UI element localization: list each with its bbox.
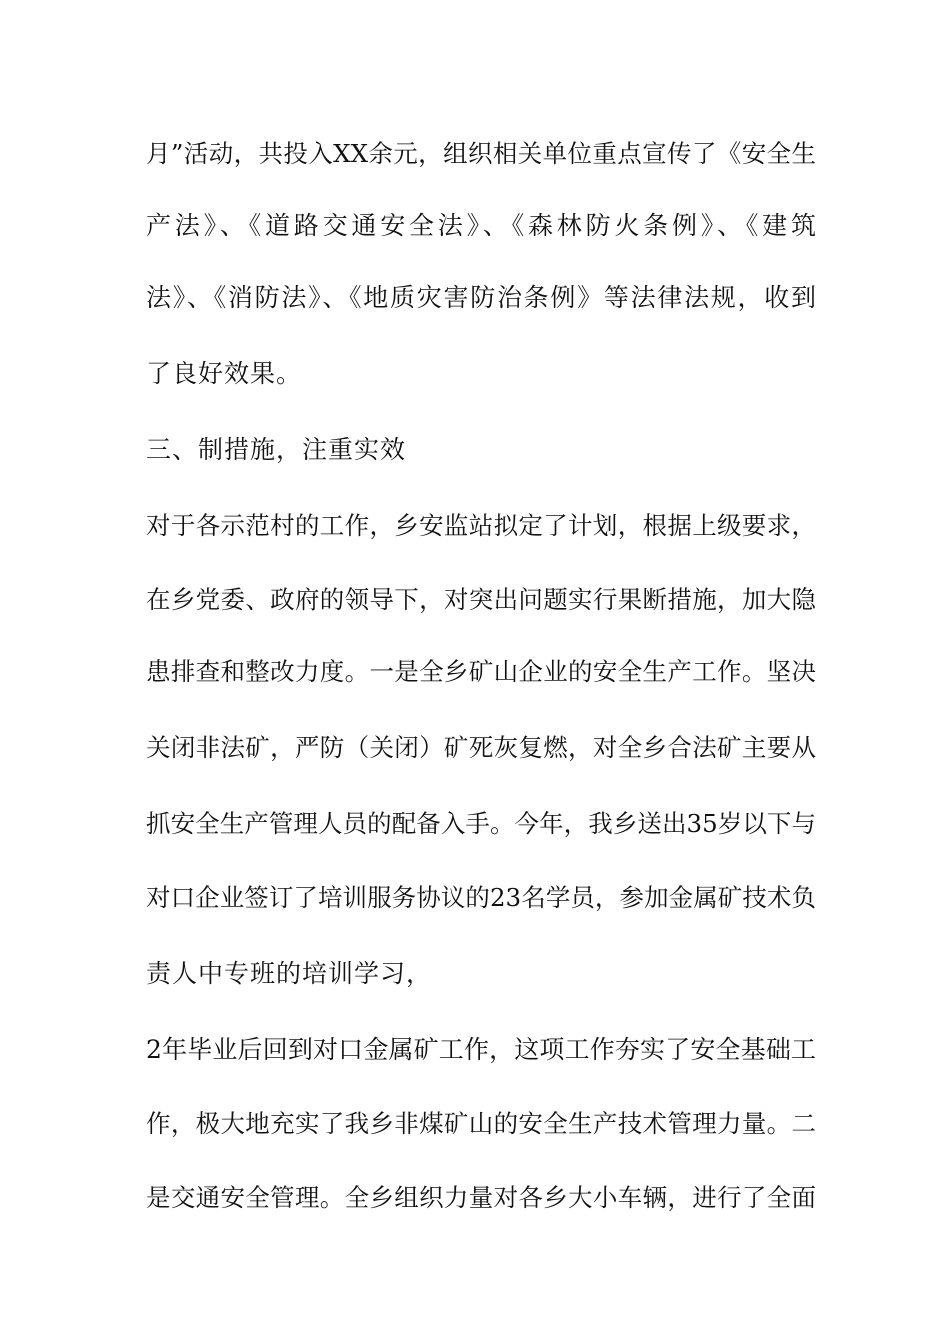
text-line-10: 抓安全生产管理人员的配备入手。今年，我乡送出35岁以下与 <box>146 809 816 838</box>
text-line-4: 了良好效果。 <box>146 359 303 388</box>
text-line-15: 是交通安全管理。全乡组织力量对各乡大小车辆，进行了全面 <box>146 1183 816 1212</box>
text-line-12: 责人中专班的培训学习， <box>146 959 433 988</box>
text-line-1: 月”活动，共投入XX余元，组织相关单位重点宣传了《安全生 <box>146 139 816 168</box>
section-heading: 三、制措施，注重实效 <box>146 435 407 464</box>
text-line-2: 产法》、《道路交通安全法》、《森林防火条例》、《建筑 <box>146 211 816 240</box>
text-line-13: 2年毕业后回到对口金属矿工作，这项工作夯实了安全基础工 <box>146 1035 816 1064</box>
text-line-9: 关闭非法矿，严防（关闭）矿死灰复燃，对全乡合法矿主要从 <box>146 733 816 762</box>
text-line-3: 法》、《消防法》、《地质灾害防治条例》等法律法规，收到 <box>146 283 816 312</box>
text-line-7: 在乡党委、政府的领导下，对突出问题实行果断措施，加大隐 <box>146 585 816 614</box>
text-line-6: 对于各示范村的工作，乡安监站拟定了计划，根据上级要求， <box>146 511 816 540</box>
text-line-8: 患排查和整改力度。一是全乡矿山企业的安全生产工作。坚决 <box>146 657 816 686</box>
text-line-11: 对口企业签订了培训服务协议的23名学员，参加金属矿技术负 <box>146 883 816 912</box>
text-line-14: 作，极大地充实了我乡非煤矿山的安全生产技术管理力量。二 <box>146 1109 816 1138</box>
